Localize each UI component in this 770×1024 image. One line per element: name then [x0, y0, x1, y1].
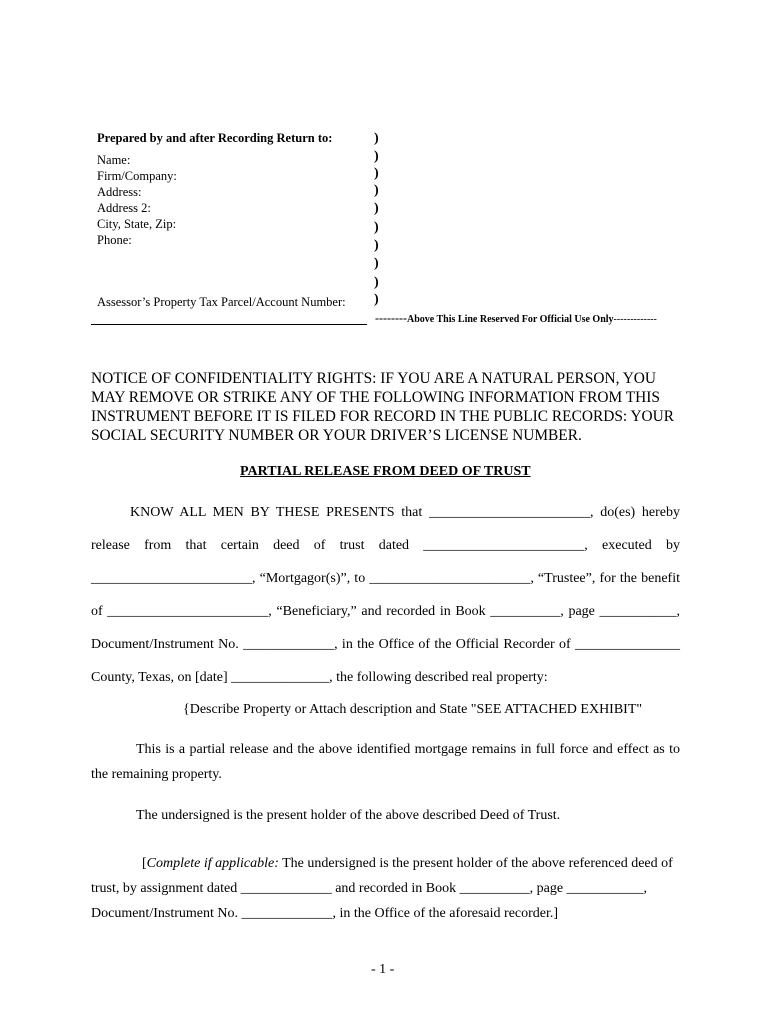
reserved-text: Above This Line Reserved For Official Use Only	[406, 314, 614, 325]
confidentiality-notice: NOTICE OF CONFIDENTIALITY RIGHTS: IF YOU ARE A NATURAL PERSON, YOU MAY REMOVE OR STRIKE ANY OF THE FOLLOWING INFORMATION FROM THIS INSTRUMENT BEFORE IT IS FILED FOR RECORD IN THE PUBLIC RECORDS: YOUR SOCIAL SECURITY NUMBER OR YOUR DRIVER’S LICENSE NUMBER.	[91, 370, 675, 444]
phone-field-label: Phone:	[97, 233, 132, 247]
body-line-5: Document/Instrument No. _____________, in the Office of the Official Recorder of _______________	[91, 637, 680, 652]
prepared-by-heading: Prepared by and after Recording Return to:	[97, 131, 333, 145]
assign-bracket: [	[142, 856, 147, 871]
paren-mark: )	[374, 220, 379, 235]
assignment-line-1	[142, 856, 673, 872]
paren-mark: )	[374, 292, 379, 307]
paren-mark: )	[374, 166, 379, 181]
partial-release-line-2: the remaining property.	[91, 767, 222, 782]
assign-text-1: The undersigned is the present holder of the above referenced deed of	[278, 856, 673, 871]
assessor-parcel-label: Assessor’s Property Tax Parcel/Account Number:	[97, 295, 346, 309]
body-line-2: release from that certain deed of trust dated _______________________, executed by	[91, 538, 680, 553]
recording-divider-line	[91, 324, 367, 325]
reserved-dashes: --------	[375, 311, 407, 325]
complete-if-applicable-label: Complete if applicable:	[146, 856, 279, 871]
document-title: PARTIAL RELEASE FROM DEED OF TRUST	[240, 464, 531, 479]
body-line-6: County, Texas, on [date] ______________, the following described real property:	[91, 670, 548, 685]
page-number: - 1 -	[371, 962, 395, 977]
partial-release-line-1: This is a partial release and the above identified mortgage remains in full force and effect as to	[136, 742, 680, 757]
assignment-line-2: trust, by assignment dated _____________ and recorded in Book __________, page ___________,	[91, 881, 648, 896]
city-state-zip-field-label: City, State, Zip:	[97, 217, 177, 231]
body-line-3: _______________________, “Mortgagor(s)”, to _______________________, “Trustee”, for the benefit	[91, 571, 680, 586]
assignment-line-3: Document/Instrument No. _____________, in the Office of the aforesaid recorder.]	[91, 906, 559, 921]
official-use-notice	[375, 311, 657, 326]
paren-mark: )	[374, 131, 379, 146]
paren-mark: )	[374, 183, 379, 198]
reserved-tail: -------------	[613, 314, 657, 325]
paren-mark: )	[374, 238, 379, 253]
paren-mark: )	[374, 275, 379, 290]
body-line-4: of _______________________, “Beneficiary,” and recorded in Book __________, page ___________,	[91, 604, 680, 619]
body-line-1: KNOW ALL MEN BY THESE PRESENTS that _______________________, do(es) hereby	[130, 505, 680, 520]
address-field-label: Address:	[97, 185, 142, 199]
paren-mark: )	[374, 149, 379, 164]
address2-field-label: Address 2:	[97, 201, 151, 215]
paren-mark: )	[374, 256, 379, 271]
name-field-label: Name:	[97, 153, 131, 167]
present-holder-statement: The undersigned is the present holder of the above described Deed of Trust.	[136, 808, 561, 823]
firm-field-label: Firm/Company:	[97, 169, 177, 183]
describe-property-instruction: {Describe Property or Attach description and State "SEE ATTACHED EXHIBIT"	[183, 702, 643, 717]
paren-mark: )	[374, 201, 379, 216]
